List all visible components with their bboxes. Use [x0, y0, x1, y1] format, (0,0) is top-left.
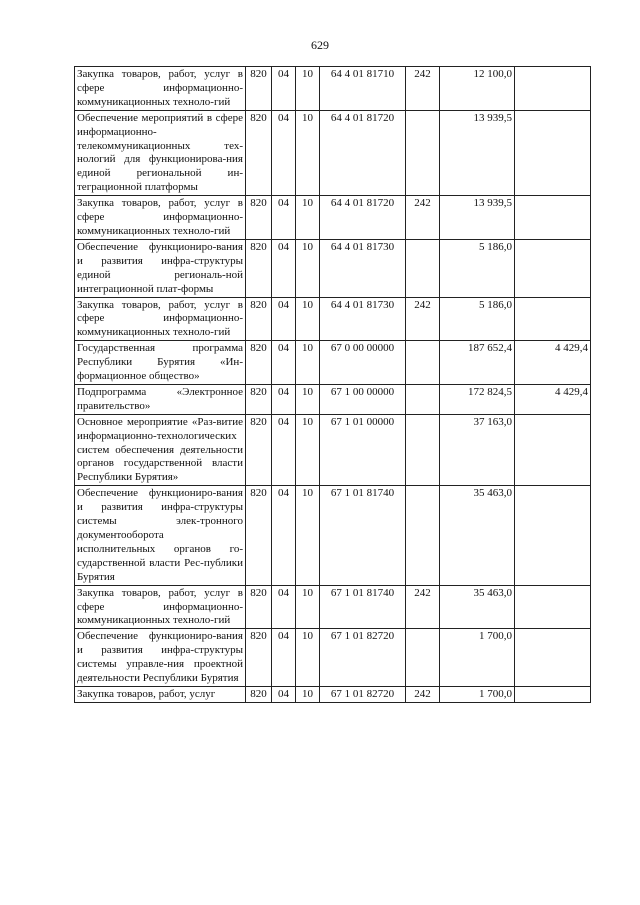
subsection-cell: 10 [296, 585, 320, 629]
extra-sum-cell [515, 67, 591, 111]
row-name-cell: Подпрограмма «Электронное правительство» [75, 384, 246, 414]
page-number: 629 [311, 38, 329, 52]
section-cell: 04 [272, 486, 296, 585]
expense-type-cell [406, 110, 440, 195]
subsection-cell: 10 [296, 67, 320, 111]
row-name-cell: Закупка товаров, работ, услуг в сфере информационно-коммуникационных техноло-гий [75, 196, 246, 240]
expense-type-cell: 242 [406, 67, 440, 111]
row-name-cell: Обеспечение функциониро-вания и развития инфра-структуры системы управле-ния проектной деятельности Республики Бурятия [75, 629, 246, 687]
target-article-cell: 67 1 01 82720 [320, 629, 406, 687]
target-article-cell: 64 4 01 81730 [320, 297, 406, 341]
row-name-cell: Закупка товаров, работ, услуг в сфере информационно-коммуникационных техноло-гий [75, 297, 246, 341]
subsection-cell: 10 [296, 110, 320, 195]
table-row [75, 341, 591, 385]
expense-type-cell: 242 [406, 686, 440, 702]
subsection-cell: 10 [296, 341, 320, 385]
table-row [75, 585, 591, 629]
extra-sum-cell [515, 196, 591, 240]
expense-type-cell [406, 629, 440, 687]
expense-type-cell [406, 384, 440, 414]
table-row [75, 414, 591, 486]
section-cell: 04 [272, 585, 296, 629]
expense-type-cell: 242 [406, 196, 440, 240]
target-article-cell: 64 4 01 81720 [320, 110, 406, 195]
row-name-cell: Обеспечение функциониро-вания и развития инфра-структуры системы элек-тронного документооборота исполнительных органов го-сударственной власти Рес-публики Бурятия [75, 486, 246, 585]
extra-sum-cell [515, 629, 591, 687]
extra-sum-cell [515, 414, 591, 486]
extra-sum-cell [515, 585, 591, 629]
extra-sum-cell: 4 429,4 [515, 341, 591, 385]
target-article-cell: 64 4 01 81710 [320, 67, 406, 111]
row-name-cell: Государственная программа Республики Бурятия «Ин-формационное общество» [75, 341, 246, 385]
row-name-cell: Основное мероприятие «Раз-витие информационно-технологических систем обеспечения деятельности органов государственной власти Республики Бурятия» [75, 414, 246, 486]
table-row [75, 629, 591, 687]
section-cell: 04 [272, 67, 296, 111]
budget-table [74, 66, 591, 703]
sum-cell: 187 652,4 [440, 341, 515, 385]
subsection-cell: 10 [296, 486, 320, 585]
table-row [75, 67, 591, 111]
target-article-cell: 67 1 01 82720 [320, 686, 406, 702]
section-cell: 04 [272, 414, 296, 486]
ministry-code-cell: 820 [246, 585, 272, 629]
extra-sum-cell [515, 297, 591, 341]
extra-sum-cell: 4 429,4 [515, 384, 591, 414]
target-article-cell: 67 1 00 00000 [320, 384, 406, 414]
row-name-cell: Закупка товаров, работ, услуг в сфере информационно-коммуникационных техноло-гий [75, 585, 246, 629]
section-cell: 04 [272, 239, 296, 297]
table-row [75, 196, 591, 240]
table-row [75, 486, 591, 585]
target-article-cell: 67 1 01 00000 [320, 414, 406, 486]
expense-type-cell [406, 239, 440, 297]
expense-type-cell: 242 [406, 585, 440, 629]
table-row [75, 686, 591, 702]
sum-cell: 5 186,0 [440, 239, 515, 297]
expense-type-cell: 242 [406, 297, 440, 341]
target-article-cell: 67 1 01 81740 [320, 486, 406, 585]
section-cell: 04 [272, 341, 296, 385]
extra-sum-cell [515, 110, 591, 195]
ministry-code-cell: 820 [246, 341, 272, 385]
sum-cell: 5 186,0 [440, 297, 515, 341]
subsection-cell: 10 [296, 239, 320, 297]
table-row [75, 297, 591, 341]
ministry-code-cell: 820 [246, 384, 272, 414]
ministry-code-cell: 820 [246, 239, 272, 297]
extra-sum-cell [515, 486, 591, 585]
sum-cell: 13 939,5 [440, 110, 515, 195]
target-article-cell: 64 4 01 81720 [320, 196, 406, 240]
subsection-cell: 10 [296, 384, 320, 414]
ministry-code-cell: 820 [246, 67, 272, 111]
sum-cell: 12 100,0 [440, 67, 515, 111]
ministry-code-cell: 820 [246, 196, 272, 240]
target-article-cell: 67 0 00 00000 [320, 341, 406, 385]
section-cell: 04 [272, 686, 296, 702]
sum-cell: 1 700,0 [440, 629, 515, 687]
subsection-cell: 10 [296, 297, 320, 341]
sum-cell: 1 700,0 [440, 686, 515, 702]
expense-type-cell [406, 486, 440, 585]
ministry-code-cell: 820 [246, 297, 272, 341]
target-article-cell: 67 1 01 81740 [320, 585, 406, 629]
sum-cell: 37 163,0 [440, 414, 515, 486]
expense-type-cell [406, 341, 440, 385]
section-cell: 04 [272, 297, 296, 341]
table-row [75, 384, 591, 414]
expense-type-cell [406, 414, 440, 486]
section-cell: 04 [272, 196, 296, 240]
sum-cell: 172 824,5 [440, 384, 515, 414]
ministry-code-cell: 820 [246, 629, 272, 687]
sum-cell: 13 939,5 [440, 196, 515, 240]
ministry-code-cell: 820 [246, 414, 272, 486]
sum-cell: 35 463,0 [440, 486, 515, 585]
subsection-cell: 10 [296, 414, 320, 486]
table-row [75, 110, 591, 195]
section-cell: 04 [272, 629, 296, 687]
section-cell: 04 [272, 110, 296, 195]
ministry-code-cell: 820 [246, 110, 272, 195]
extra-sum-cell [515, 239, 591, 297]
table-row [75, 239, 591, 297]
extra-sum-cell [515, 686, 591, 702]
subsection-cell: 10 [296, 196, 320, 240]
ministry-code-cell: 820 [246, 486, 272, 585]
subsection-cell: 10 [296, 629, 320, 687]
ministry-code-cell: 820 [246, 686, 272, 702]
row-name-cell: Закупка товаров, работ, услуг [75, 686, 246, 702]
row-name-cell: Закупка товаров, работ, услуг в сфере информационно-коммуникационных техноло-гий [75, 67, 246, 111]
row-name-cell: Обеспечение функциониро-вания и развития инфра-структуры единой региональ-ной интеграционной плат-формы [75, 239, 246, 297]
row-name-cell: Обеспечение мероприятий в сфере информационно-телекоммуникационных тех-нологий для функционирова-ния единой региональной ин-теграционной платформы [75, 110, 246, 195]
target-article-cell: 64 4 01 81730 [320, 239, 406, 297]
section-cell: 04 [272, 384, 296, 414]
subsection-cell: 10 [296, 686, 320, 702]
sum-cell: 35 463,0 [440, 585, 515, 629]
